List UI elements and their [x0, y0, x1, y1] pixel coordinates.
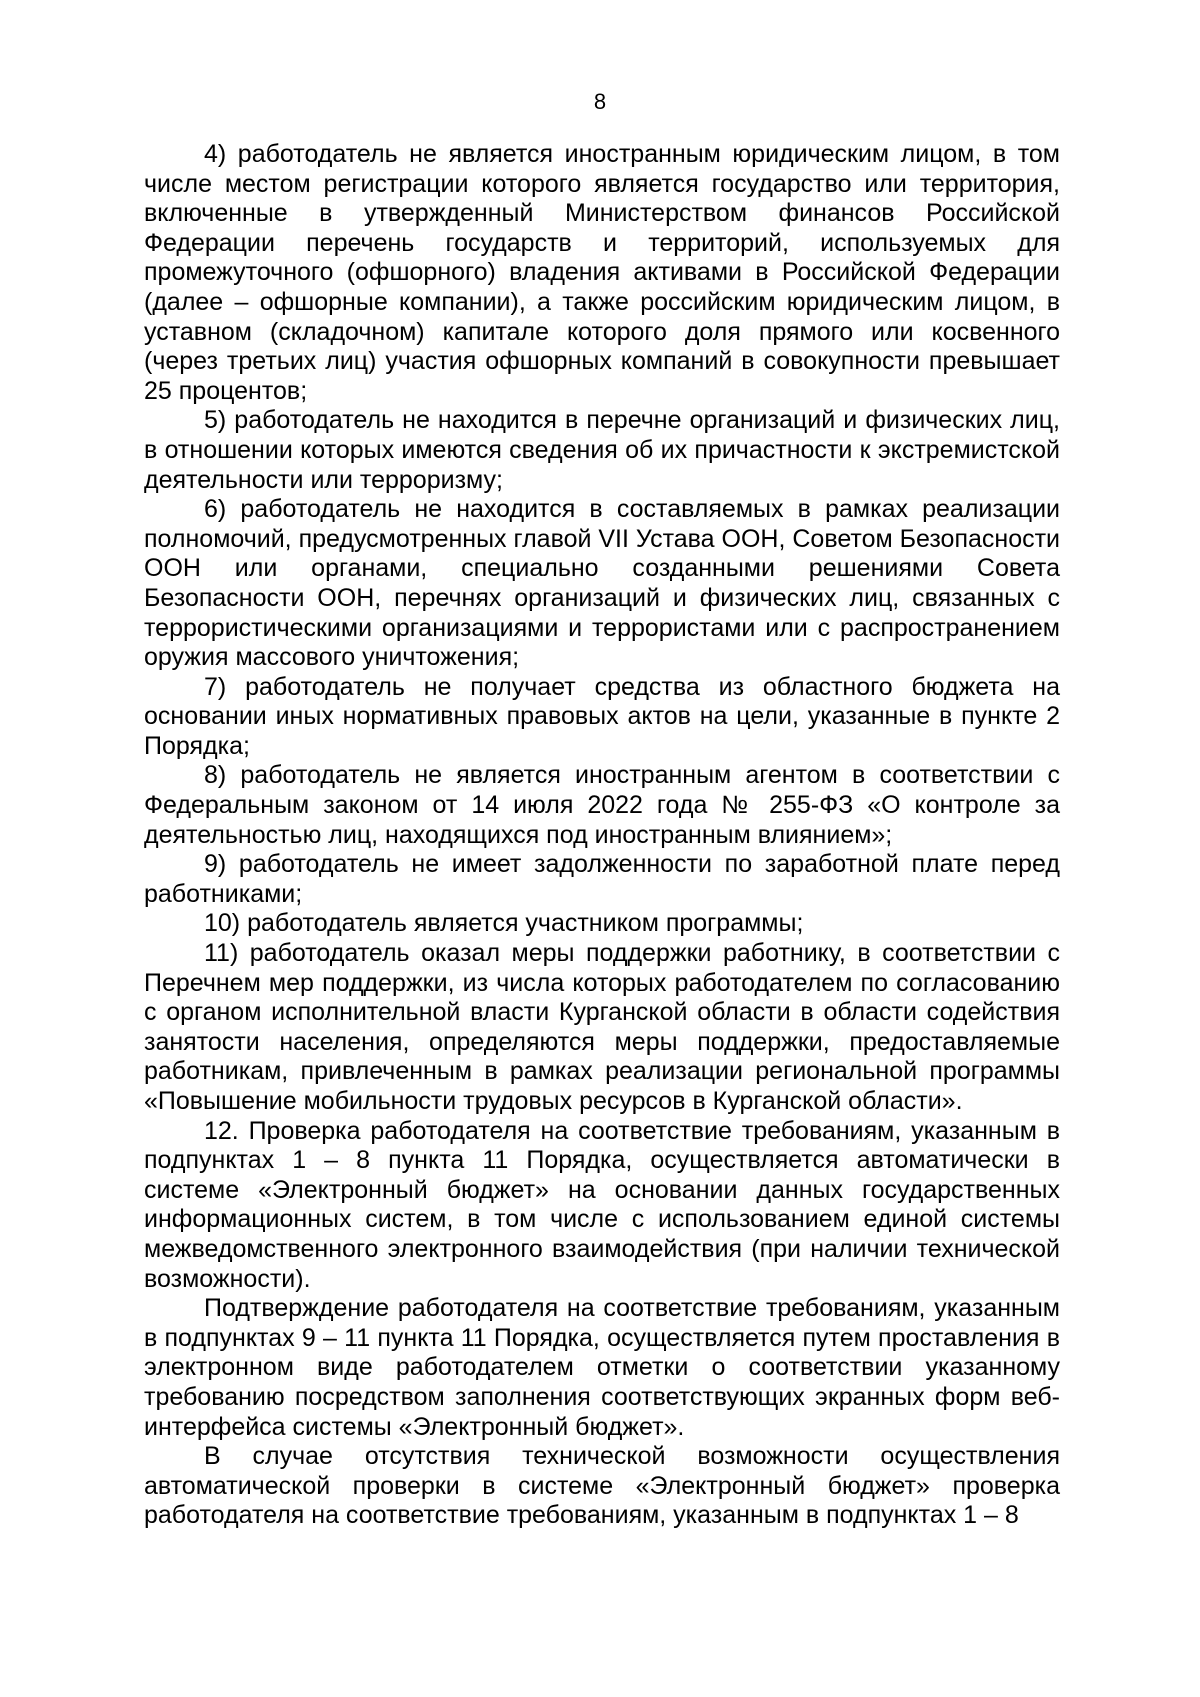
page-number: 8 — [593, 89, 607, 114]
paragraph-item-6: 6) работодатель не находится в составляемых в рамках реализации полномочий, предусмотренных главой VII Устава ООН, Советом Безопасности ООН или органами, специально созданными решениями Совета Безопасности ООН, перечнях организаций и физических лиц, связанных с террористическими организациями и террористами или с распространением оружия массового уничтожения; — [144, 495, 1061, 672]
paragraph-section-12: 12. Проверка работодателя на соответствие требованиям, указанным в подпунктах 1 – 8 пункта 11 Порядка, осуществляется автоматически в системе «Электронный бюджет» на основании данных государственных информационных систем, в том числе с использованием единой системы межведомственного электронного взаимодействия (при наличии технической возможности). — [144, 1116, 1060, 1293]
paragraph-item-7: 7) работодатель не получает средства из областного бюджета на основании иных нормативных правовых актов на цели, указанные в пункте 2 Порядка; — [144, 672, 1060, 760]
paragraph-no-technical-possibility: В случае отсутствия технической возможности осуществления автоматической проверки в системе «Электронный бюджет» проверка работодателя на соответствие требованиям, указанным в подпунктах 1 – 8 — [144, 1442, 1060, 1530]
paragraph-item-9: 9) работодатель не имеет задолженности по заработной плате перед работниками; — [144, 850, 1060, 908]
document-body — [144, 140, 1060, 1531]
paragraph-item-5: 5) работодатель не находится в перечне организаций и физических лиц, в отношении которых имеются сведения об их причастности к экстремистской деятельности или терроризму; — [144, 406, 1060, 494]
paragraph-item-11: 11) работодатель оказал меры поддержки работнику, в соответствии с Перечнем мер поддержки, из числа которых работодателем по согласованию с органом исполнительной власти Курганской области в области содействия занятости населения, определяются меры поддержки, предоставляемые работникам, привлеченным в рамках реализации региональной программы «Повышение мобильности трудовых ресурсов в Курганской области». — [144, 939, 1060, 1115]
paragraph-item-10: 10) работодатель является участником программы; — [204, 909, 804, 938]
paragraph-item-8: 8) работодатель не является иностранным агентом в соответствии с Федеральным законом от 14 июля 2022 года № 255-ФЗ «О контроле за деятельностью лиц, находящихся под иностранным влиянием»; — [144, 761, 1060, 849]
paragraph-confirmation: Подтверждение работодателя на соответствие требованиям, указанным в подпунктах 9 – 11 пункта 11 Порядка, осуществляется путем проставления в электронном виде работодателем отметки о соответствии указанному требованию посредством заполнения соответствующих экранных форм веб-интерфейса системы «Электронный бюджет». — [144, 1294, 1060, 1441]
paragraph-item-4: 4) работодатель не является иностранным юридическим лицом, в том числе местом регистрации которого является государство или территория, включенные в утвержденный Министерством финансов Российской Федерации перечень государств и территорий, используемых для промежуточного (офшорного) владения активами в Российской Федерации (далее – офшорные компании), а также российским юридическим лицом, в уставном (складочном) капитале которого доля прямого или косвенного (через третьих лиц) участия офшорных компаний в совокупности превышает 25 процентов; — [144, 140, 1060, 405]
